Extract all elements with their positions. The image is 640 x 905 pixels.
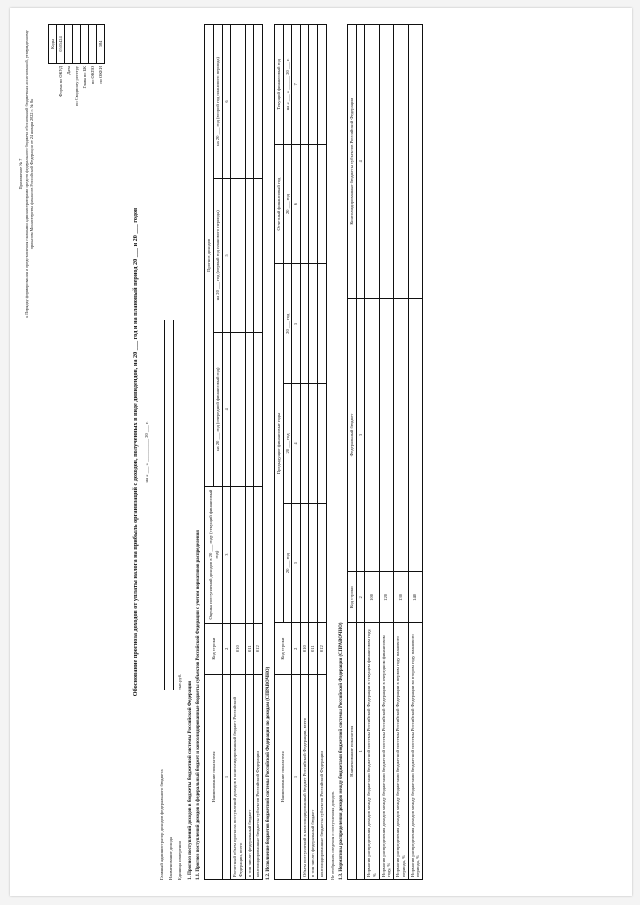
row-name: консолидированные бюджеты субъектов Российской Федерации — [254, 674, 263, 879]
col-plan-year-1-header: на 20 ___ год (первый год планового периода) — [214, 178, 223, 332]
row-code: 011 — [309, 623, 318, 674]
row-name: Расчетный объем прогноза поступлений доходов в консолидированный бюджет Российской Федерации, всего — [231, 674, 245, 879]
value-cell — [309, 25, 318, 145]
column-number: 1 — [356, 623, 364, 880]
value-cell — [379, 25, 393, 299]
execution-table — [274, 24, 327, 880]
col-current-date-header: на « ___ » ______ 20 ___ г. — [283, 25, 292, 145]
column-number: 2 — [222, 623, 230, 674]
value-cell — [394, 298, 408, 572]
codes-box — [48, 24, 105, 174]
col-next-year-header: на 20 ___ год (очередной финансовый год) — [214, 332, 223, 486]
document-page — [10, 8, 632, 896]
okpo-label: по ОКПО — [89, 66, 95, 85]
col-code-header: Код строки — [348, 572, 357, 623]
table-row — [254, 25, 263, 880]
table-row — [408, 25, 422, 880]
row-name: Норматив распределения доходов между бюджетами бюджетной системы Российской Федерации в очередном финансовом году, % — [379, 623, 393, 880]
column-number: 7 — [292, 25, 300, 145]
okei-code: 384 — [97, 25, 105, 64]
value-cell — [300, 144, 309, 264]
col-name-header: Наименование показателя — [205, 674, 222, 879]
col-code-header: Код строки — [274, 623, 291, 674]
row-name: Норматив распределения доходов между бюджетами бюджетной системы Российской Федерации во втором году планового периода, % — [408, 623, 422, 880]
col-current-year-header: Текущий финансовый год — [274, 25, 283, 145]
row-code: 012 — [318, 623, 327, 674]
row-code: 010 — [231, 623, 245, 674]
col-year-header: 20 ___ год — [283, 264, 292, 384]
col-plan-year-2-header: на 20 ___ год (второй год планового периода) — [214, 25, 223, 179]
registry-label: по Сводному реестру — [73, 66, 79, 106]
section-1-2-title: 1.2. Исполнение бюджетов бюджетной системы Российской Федерации по доходам (СПРАВОЧНО) — [265, 666, 271, 880]
as-of-date: на « ___ » __________ 20 ___ г. — [144, 421, 150, 483]
column-number: 6 — [222, 25, 230, 179]
row-code: 140 — [408, 572, 422, 623]
column-number: 4 — [356, 25, 364, 299]
value-cell — [379, 298, 393, 572]
section-1-1-title: 1.1. Прогноз поступлений доходов в федеральный бюджет и консолидированные бюджеты субъектов Российской Федерации с учетом нормативов распределения — [196, 530, 202, 880]
chapter-code — [81, 25, 89, 64]
section-1-3-title: 1.3. Нормативы распределения доходов между бюджетами бюджетной системы Российской Федерации (СПРАВОЧНО) — [339, 622, 345, 880]
value-cell — [394, 25, 408, 299]
rotated-page-content — [10, 8, 632, 896]
unit-label: Единица измерения — [177, 841, 183, 880]
column-number: 2 — [356, 572, 364, 623]
okpo-code — [89, 25, 97, 64]
admin-field — [164, 320, 165, 690]
value-cell — [309, 264, 318, 384]
unit-value: тыс.руб. — [177, 673, 183, 690]
table-row — [300, 25, 309, 880]
date-label: Дата — [65, 66, 71, 75]
column-number: 4 — [222, 332, 230, 486]
row-name: консолидированные бюджеты субъектов Российской Федерации — [318, 674, 327, 879]
value-cell — [254, 332, 263, 486]
column-number: 4 — [292, 384, 300, 504]
income-label: Наименование дохода — [168, 837, 174, 880]
row-code: 011 — [245, 623, 254, 674]
value-cell — [318, 264, 327, 384]
okei-label: по ОКЕИ — [97, 66, 103, 84]
codes-header: Коды — [49, 25, 57, 64]
value-cell — [365, 25, 379, 299]
row-name: в том числе: федеральный бюджет — [245, 674, 254, 879]
income-field — [173, 320, 174, 690]
okud-code: 0505424 — [57, 25, 65, 64]
value-cell — [245, 486, 254, 623]
norms-table — [347, 24, 423, 880]
value-cell — [254, 178, 263, 332]
value-cell — [231, 332, 245, 486]
value-cell — [300, 264, 309, 384]
column-number: 5 — [222, 178, 230, 332]
row-name: в том числе: федеральный бюджет — [309, 674, 318, 879]
row-name: Норматив распределения доходов между бюджетами бюджетной системы Российской Федерации в текущем финансовом году, % — [365, 623, 379, 880]
value-cell — [318, 384, 327, 504]
column-number: 5 — [292, 264, 300, 384]
row-name: Норматив распределения доходов между бюджетами бюджетной системы Российской Федерации в первом году планового периода, % — [394, 623, 408, 880]
value-cell — [245, 25, 254, 179]
column-number: 3 — [222, 486, 230, 623]
value-cell — [365, 298, 379, 572]
col-year-header: 20 ___ год — [283, 144, 292, 264]
okud-label: Форма по ОКУД — [57, 66, 63, 97]
column-number: 6 — [292, 144, 300, 264]
value-cell — [309, 503, 318, 623]
col-federal-header: Федеральный бюджет — [348, 298, 357, 572]
col-previous-years-header: Предыдущие финансовые годы — [274, 264, 283, 623]
value-cell — [231, 486, 245, 623]
value-cell — [231, 178, 245, 332]
appendix-title: Приложение № 7 — [18, 158, 23, 190]
appendix-text: к Порядку формирования и представления главными администраторами средств федерального бюджета обоснований бюджетных ассигнований, утвержденному приказом Министерства финансов Российской Федерации от 24 января 2022 г. № 8н — [24, 30, 35, 318]
column-number: 3 — [356, 298, 364, 572]
table-note: Не отображать сведения о поступлениях доходов. — [329, 791, 335, 880]
row-code: 010 — [300, 623, 309, 674]
table-row — [394, 25, 408, 880]
value-cell — [318, 144, 327, 264]
table-row — [231, 25, 245, 880]
value-cell — [300, 503, 309, 623]
forecast-table — [204, 24, 263, 880]
chapter-label: Глава по БК — [81, 66, 87, 89]
table-row — [379, 25, 393, 880]
table-row — [318, 25, 327, 880]
row-code: 100 — [365, 572, 379, 623]
col-regional-header: Консолидированные бюджеты субъектов Российской Федерации — [348, 25, 357, 299]
date-code — [65, 25, 73, 64]
col-estimate-header: Оценка поступлений доходов в 20 ___ году (текущий финансовый год) — [205, 486, 222, 623]
value-cell — [300, 25, 309, 145]
table-row — [245, 25, 254, 880]
value-cell — [318, 25, 327, 145]
row-code: 120 — [379, 572, 393, 623]
value-cell — [318, 503, 327, 623]
col-report-year-header: Отчетный финансовый год — [274, 144, 283, 264]
column-number: 1 — [222, 674, 230, 879]
value-cell — [309, 144, 318, 264]
value-cell — [300, 384, 309, 504]
col-name-header: Наименование показателя — [348, 623, 357, 880]
value-cell — [245, 178, 254, 332]
appendix-note — [18, 24, 34, 324]
value-cell — [254, 486, 263, 623]
section-1-title: 1. Прогноз поступлений доходов в бюджеты бюджетной системы Российской Федерации — [188, 681, 194, 880]
column-number: 2 — [292, 623, 300, 674]
column-number: 3 — [292, 503, 300, 623]
column-number: 1 — [292, 674, 300, 879]
col-year-header: 20 ___ год — [283, 503, 292, 623]
col-code-header: Код строки — [205, 623, 222, 674]
admin-label: Главный администратор доходов федерального бюджета — [159, 769, 165, 880]
document-title: Обоснование прогноза доходов от уплаты налога на прибыль организаций с доходов, полученных в виде дивидендов, на 20 ___ год и на плановый период 20 ___ и 20 ___ годов — [132, 207, 139, 697]
table-row — [365, 25, 379, 880]
table-row — [309, 25, 318, 880]
col-forecast-header: Прогноз доходов — [205, 25, 214, 487]
row-code: 012 — [254, 623, 263, 674]
col-name-header: Наименование показателя — [274, 674, 291, 879]
col-year-header: 20 ___ год — [283, 384, 292, 504]
value-cell — [408, 298, 422, 572]
value-cell — [245, 332, 254, 486]
value-cell — [408, 25, 422, 299]
registry-code — [73, 25, 81, 64]
row-name: Объем поступлений в консолидированный бюджет Российской Федерации, всего — [300, 674, 309, 879]
value-cell — [309, 384, 318, 504]
row-code: 130 — [394, 572, 408, 623]
header-fields — [156, 320, 183, 880]
value-cell — [254, 25, 263, 179]
value-cell — [231, 25, 245, 179]
